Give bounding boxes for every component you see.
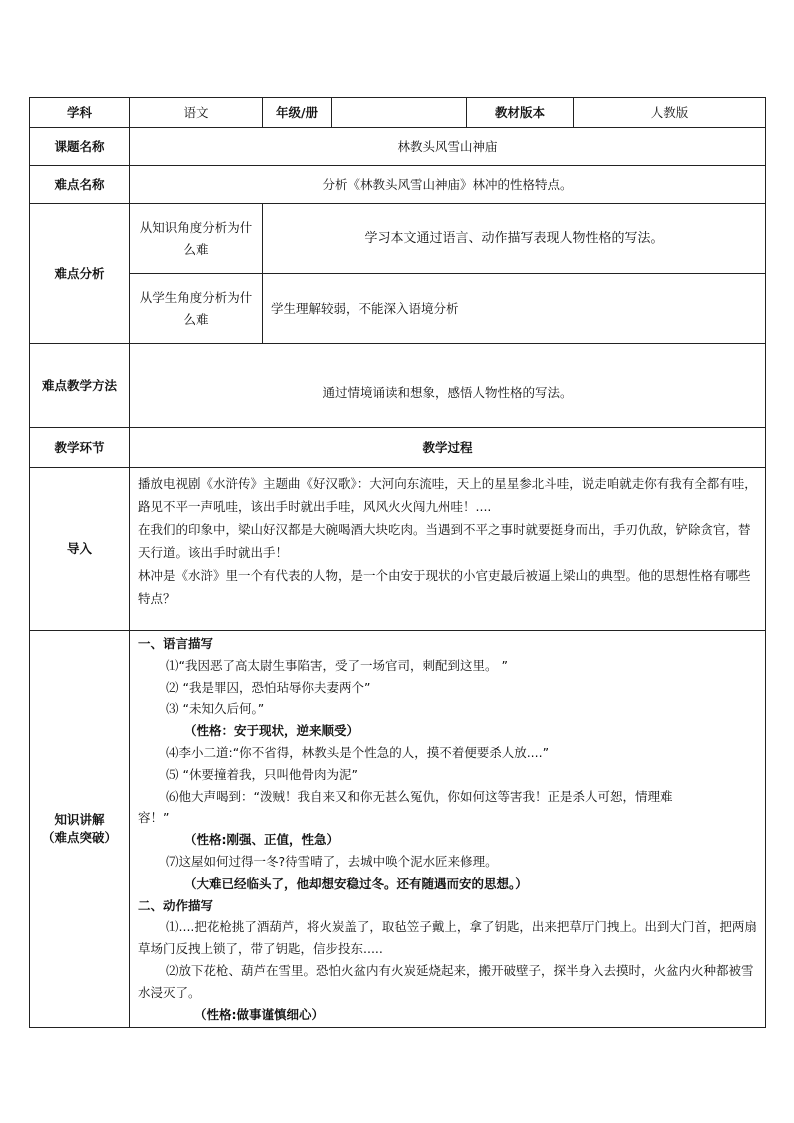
teaching-stage-label: 教学环节 [30, 428, 130, 468]
quote-3: ⑶ “未知久后何。” [166, 701, 265, 717]
process-header-row [30, 428, 766, 468]
knowledge-row [30, 631, 766, 1028]
quote-4: ⑷李小二道:“你不省得，林教头是个性急的人，摸不着便要杀人放....” [166, 744, 550, 760]
intro-label: 导入 [30, 468, 130, 631]
intro-content [130, 468, 766, 631]
section-action-title: 二、动作描写 [138, 897, 214, 913]
subject-label: 学科 [30, 98, 130, 128]
quote-6-cont: 容！” [138, 810, 170, 826]
lesson-plan-table [29, 97, 766, 1028]
knowledge-label [30, 631, 130, 1028]
difficulty-analysis-label: 难点分析 [30, 204, 130, 344]
intro-paragraph-2: 在我们的印象中，梁山好汉都是大碗喝酒大块吃肉。当遇到不平之事时就要挺身而出，手刃仇敌，铲除贪官，替天行道。该出手时就出手！ [138, 522, 751, 560]
character-note-4: （性格:做事谨慎细心） [194, 1006, 324, 1022]
quote-1: ⑴“我因恶了高太尉生事陷害，受了一场官司，刺配到这里。 ” [166, 657, 508, 673]
intro-paragraph-3: 林冲是《水浒》里一个有代表的人物，是一个由安于现状的小官吏最后被逼上梁山的典型。他的思想性格有哪些特点？ [138, 568, 751, 606]
lesson-title-label: 课题名称 [30, 128, 130, 166]
quote-5: ⑸ “休要撞着我，只叫他骨肉为泥” [166, 766, 358, 782]
knowledge-angle-value: 学习本文通过语言、动作描写表现人物性格的写法。 [263, 204, 766, 274]
teaching-method-row [30, 344, 766, 428]
edition-label: 教材版本 [467, 98, 574, 128]
header-row [30, 98, 766, 128]
intro-paragraph-1: 播放电视剧《水浒传》主题曲《好汉歌》：大河向东流哇，天上的星星参北斗哇，说走咱就走你有我有全都有哇，路见不平一声吼哇，该出手时就出手哇，风风火火闯九州哇！.... [138, 476, 757, 514]
student-angle-label: 从学生角度分析为什么难 [130, 274, 263, 344]
teaching-method-label: 难点教学方法 [30, 344, 130, 428]
difficulty-student-row [30, 274, 766, 344]
lesson-title-value: 林教头风雪山神庙 [130, 128, 766, 166]
grade-value [332, 98, 467, 128]
difficulty-name-value: 分析《林教头风雪山神庙》林冲的性格特点。 [130, 166, 766, 204]
lesson-title-row [30, 128, 766, 166]
action-1: ⑴....把花枪挑了酒葫芦，将火炭盖了，取毡笠子戴上，拿了钥匙，出来把草厅门拽上。出到大门首，把两扇草场门反拽上锁了，带了钥匙，信步投东..... [138, 919, 757, 957]
subject-value: 语文 [130, 98, 263, 128]
teaching-process-label: 教学过程 [130, 428, 766, 468]
difficulty-knowledge-row [30, 204, 766, 274]
section-language-title: 一、语言描写 [138, 636, 214, 651]
grade-label: 年级/册 [263, 98, 332, 128]
teaching-method-value: 通过情境诵读和想象，感悟人物性格的写法。 [130, 344, 766, 428]
difficulty-name-row [30, 166, 766, 204]
action-2: ⑵放下花枪、葫芦在雪里。恐怕火盆内有火炭延烧起来，搬开破壁子，探半身入去摸时，火盆内火种都被雪水浸灭了。 [138, 962, 754, 1000]
difficulty-name-label: 难点名称 [30, 166, 130, 204]
character-note-3: （大难已经临头了，他却想安稳过冬。还有随遇而安的思想。） [184, 875, 528, 891]
quote-6: ⑹他大声喝到：“泼贼！我自来又和你无甚么冤仇，你如何这等害我！正是杀人可恕，情理难 [166, 788, 673, 804]
quote-7: ⑺这屋如何过得一冬?待雪晴了，去城中唤个泥水匠来修理。 [166, 853, 498, 869]
intro-row [30, 468, 766, 631]
knowledge-label-line2: （难点突破） [41, 830, 117, 846]
student-angle-value: 学生理解较弱，不能深入语境分析 [263, 274, 766, 344]
quote-2: ⑵ “我是罪囚，恐怕玷辱你夫妻两个” [166, 679, 371, 695]
character-note-1: （性格：安于现状，逆来顺受） [184, 723, 360, 739]
edition-value: 人教版 [574, 98, 766, 128]
character-note-2: （性格:刚强、正值，性急） [184, 832, 339, 848]
knowledge-content [130, 631, 766, 1028]
knowledge-label-line1: 知识讲解 [54, 812, 105, 828]
knowledge-angle-label: 从知识角度分析为什么难 [130, 204, 263, 274]
